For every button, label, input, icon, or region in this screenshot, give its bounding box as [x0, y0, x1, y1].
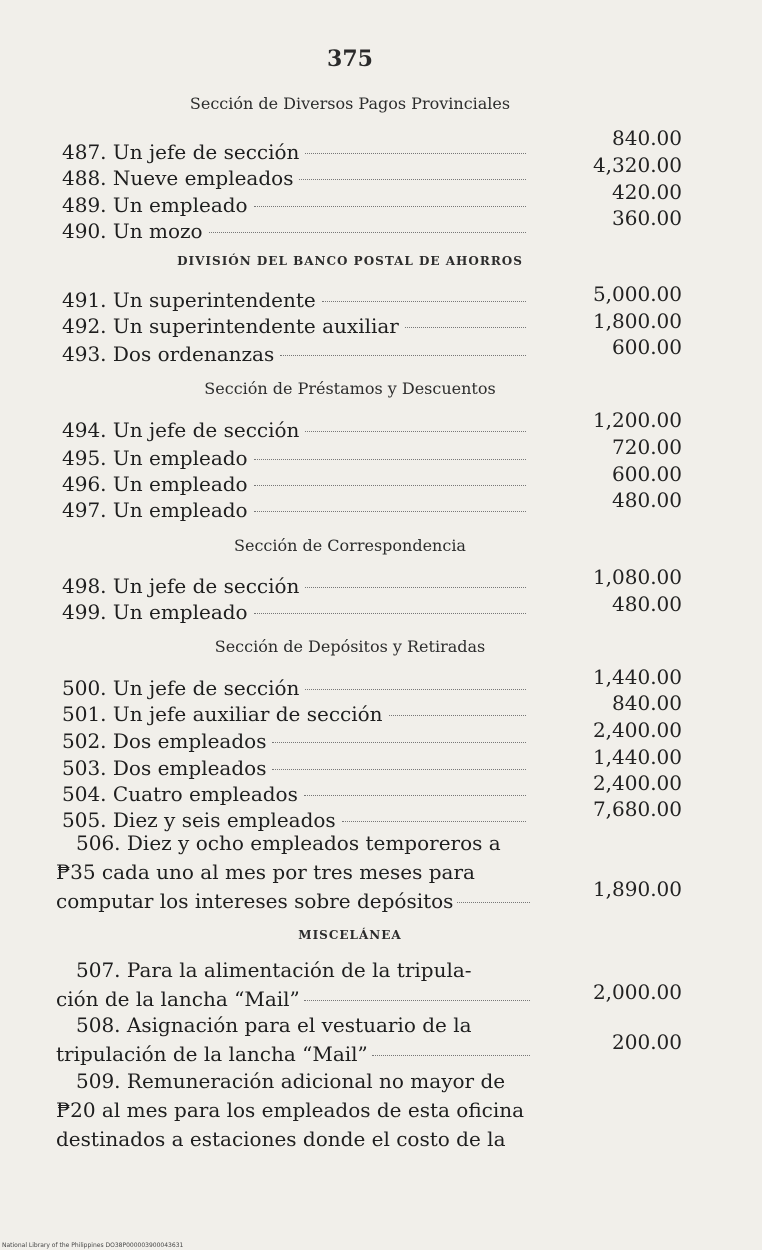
entry-text: 499. Un empleado	[62, 600, 248, 624]
entry-amount: 600.00	[612, 335, 682, 359]
dot-leader	[304, 795, 526, 796]
paragraph-entry	[56, 1067, 530, 1154]
list-item	[62, 729, 532, 753]
dot-leader	[457, 902, 530, 903]
entry-amount: 600.00	[612, 462, 682, 486]
section-title: Sección de Depósitos y Retiradas	[214, 637, 486, 656]
entry-text: 493. Dos ordenanzas	[62, 342, 275, 366]
entry-text: 488. Nueve empleados	[62, 166, 294, 190]
paragraph-line	[56, 887, 530, 916]
list-item	[62, 166, 532, 190]
paragraph-line: 506. Diez y ocho empleados temporeros a	[76, 831, 501, 855]
list-item	[62, 314, 532, 338]
dot-leader	[322, 301, 526, 302]
entry-amount: 2,000.00	[592, 980, 682, 1004]
entry-amount: 480.00	[612, 592, 682, 616]
entry-amount: 4,320.00	[592, 153, 682, 177]
entry-text: 500. Un jefe de sección	[62, 676, 300, 700]
list-item	[62, 418, 532, 442]
entry-amount: 2,400.00	[592, 718, 682, 742]
list-item	[62, 288, 532, 312]
list-item	[62, 782, 532, 806]
entry-text: 501. Un jefe auxiliar de sección	[62, 702, 383, 726]
paragraph-line: 507. Para la alimentación de la tripula-	[76, 958, 472, 982]
list-item	[62, 574, 532, 598]
dot-leader	[305, 587, 526, 588]
entry-amount: 840.00	[612, 691, 682, 715]
entry-text: 487. Un jefe de sección	[62, 140, 300, 164]
dot-leader	[254, 511, 526, 512]
entry-text: 489. Un empleado	[62, 193, 248, 217]
entry-text: 504. Cuatro empleados	[62, 782, 298, 806]
paragraph-line-text: tripulación de la lancha “Mail”	[56, 1042, 368, 1066]
entry-amount: 2,400.00	[592, 771, 682, 795]
paragraph-line: ₱20 al mes para los empleados de esta oficina	[56, 1098, 525, 1122]
entry-amount: 1,080.00	[592, 565, 682, 589]
entry-text: 490. Un mozo	[62, 219, 203, 243]
list-item	[62, 342, 532, 366]
dot-leader	[305, 689, 526, 690]
dot-leader	[305, 153, 526, 154]
dot-leader	[305, 431, 526, 432]
list-item	[62, 446, 532, 470]
dot-leader	[209, 232, 526, 233]
dot-leader	[272, 742, 526, 743]
paragraph-entry	[56, 829, 530, 916]
section-title: Sección de Diversos Pagos Provinciales	[189, 94, 511, 113]
paragraph-line: 509. Remuneración adicional no mayor de	[76, 1069, 506, 1093]
entry-amount: 840.00	[612, 126, 682, 150]
entry-amount: 1,200.00	[592, 408, 682, 432]
dot-leader	[254, 206, 526, 207]
entry-text: 495. Un empleado	[62, 446, 248, 470]
entry-text: 502. Dos empleados	[62, 729, 267, 753]
list-item	[62, 702, 532, 726]
list-item	[62, 498, 532, 522]
list-item	[62, 193, 532, 217]
paragraph-line: 508. Asignación para el vestuario de la	[76, 1013, 472, 1037]
entry-text: 491. Un superintendente	[62, 288, 316, 312]
entry-amount: 420.00	[612, 180, 682, 204]
dot-leader	[299, 179, 526, 180]
paragraph-line: destinados a estaciones donde el costo de la	[56, 1127, 506, 1151]
section-title: DIVISIÓN DEL BANCO POSTAL DE AHORROS	[177, 254, 523, 268]
entry-text: 505. Diez y seis empleados	[62, 808, 336, 832]
entry-amount: 1,890.00	[592, 877, 682, 901]
section-title: Sección de Préstamos y Descuentos	[204, 379, 496, 398]
dot-leader	[254, 613, 526, 614]
paragraph-line-text: ción de la lancha “Mail”	[56, 987, 300, 1011]
dot-leader	[280, 355, 526, 356]
entry-amount: 200.00	[612, 1030, 682, 1054]
list-item	[62, 756, 532, 780]
entry-amount: 360.00	[612, 206, 682, 230]
dot-leader	[304, 1000, 530, 1001]
entry-text: 494. Un jefe de sección	[62, 418, 300, 442]
dot-leader	[254, 485, 526, 486]
entry-text: 496. Un empleado	[62, 472, 248, 496]
paragraph-line	[56, 985, 530, 1014]
entry-amount: 7,680.00	[592, 797, 682, 821]
section-title: Sección de Correspondencia	[234, 536, 466, 555]
entry-text: 503. Dos empleados	[62, 756, 267, 780]
dot-leader	[405, 327, 526, 328]
dot-leader	[372, 1055, 530, 1056]
entry-text: 497. Un empleado	[62, 498, 248, 522]
entry-text: 492. Un superintendente auxiliar	[62, 314, 399, 338]
dot-leader	[272, 769, 526, 770]
list-item	[62, 472, 532, 496]
entry-amount: 1,440.00	[592, 745, 682, 769]
list-item	[62, 219, 532, 243]
paragraph-line	[56, 1040, 530, 1069]
list-item	[62, 600, 532, 624]
paragraph-line: ₱35 cada uno al mes por tres meses para	[56, 860, 475, 884]
entry-amount: 720.00	[612, 435, 682, 459]
list-item	[62, 676, 532, 700]
dot-leader	[254, 459, 526, 460]
page-number: 375	[327, 46, 373, 72]
entry-amount: 5,000.00	[592, 282, 682, 306]
entry-amount: 1,800.00	[592, 309, 682, 333]
footer-credit: National Library of the Philippines DO38P000003900043631	[2, 1242, 184, 1249]
paragraph-entry	[56, 1011, 530, 1069]
list-item	[62, 140, 532, 164]
paragraph-line-text: computar los intereses sobre depósitos	[56, 889, 454, 913]
entry-text: 498. Un jefe de sección	[62, 574, 300, 598]
dot-leader	[389, 715, 526, 716]
entry-amount: 480.00	[612, 488, 682, 512]
section-title: MISCELÁNEA	[298, 928, 402, 942]
entry-amount: 1,440.00	[592, 665, 682, 689]
dot-leader	[342, 821, 526, 822]
paragraph-entry	[56, 956, 530, 1014]
